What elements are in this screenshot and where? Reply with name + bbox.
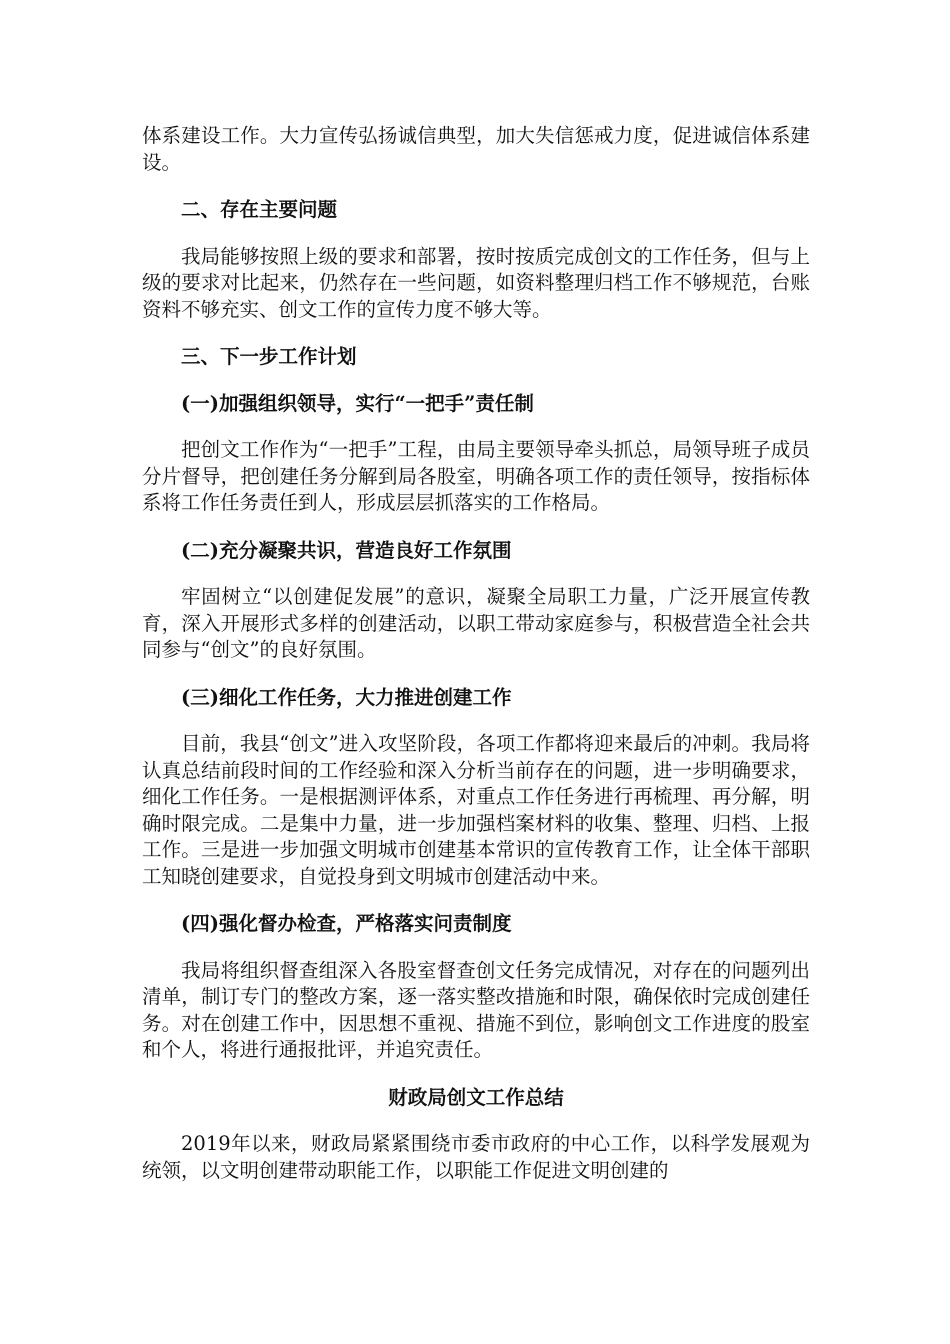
paragraph-plan-4: 我局将组织督查组深入各股室督查创文任务完成情况，对存在的问题列出清单，制订专门的整改方案，逐一落实整改措施和时限，确保依时完成创建任务。对在创建工作中，因思想不重视、措施不到位，影响创文工作进度的股室和个人，将进行通报批评，并追究责任。 (142, 958, 810, 1061)
heading-plan-1: (一)加强组织领导，实行“一把手”责任制 (181, 391, 534, 415)
document-body (142, 123, 810, 1184)
heading-plan-2: (二)充分凝聚共识，营造良好工作氛围 (181, 538, 512, 562)
paragraph-plan-3: 目前，我县“创文”进入攻坚阶段，各项工作都将迎来最后的冲刺。我局将认真总结前段时间的工作经验和深入分析当前存在的问题，进一步明确要求，细化工作任务。一是根据测评体系，对重点工作任务进行再梳理、再分解，明确时限完成。二是集中力量，进一步加强档案材料的收集、整理、归档、上报工作。三是进一步加强文明城市创建基本常识的宣传教育工作，让全体干部职工知晓创建要求，自觉投身到文明城市创建活动中来。 (142, 732, 810, 888)
heading-plan-4: (四)强化督办检查，严格落实问责制度 (181, 912, 512, 935)
paragraph-plan-2: 牢固树立“以创建促发展”的意识，凝聚全局职工力量，广泛开展宣传教育，深入开展形式多样的创建活动，以职工带动家庭参与，积极营造全社会共同参与“创文”的良好氛围。 (142, 585, 810, 661)
paragraph-problems: 我局能够按照上级的要求和部署，按时按质完成创文的工作任务，但与上级的要求对比起来，仍然存在一些问题，如资料整理归档工作不够规范，台账资料不够充实、创文工作的宣传力度不够大等。 (142, 244, 810, 321)
paragraph-plan-1: 把创文工作作为“一把手”工程，由局主要领导牵头抓总，局领导班子成员分片督导，把创建任务分解到局各股室，明确各项工作的责任领导，按指标体系将工作任务责任到人，形成层层抓落实的工作格局。 (142, 438, 810, 514)
heading-main-problems: 二、存在主要问题 (181, 198, 338, 221)
heading-next-plan: 三、下一步工作计划 (181, 345, 357, 368)
paragraph-credit-system: 体系建设工作。大力宣传弘扬诚信典型，加大失信惩戒力度，促进诚信体系建设。 (142, 124, 810, 174)
section-title-finance-summary: 财政局创文工作总结 (388, 1085, 564, 1109)
heading-plan-3: (三)细化工作任务，大力推进创建工作 (181, 685, 512, 709)
paragraph-finance-intro: 2019年以来，财政局紧紧围绕市委市政府的中心工作，以科学发展观为统领，以文明创建带动职能工作，以职能工作促进文明创建的 (142, 1132, 810, 1182)
